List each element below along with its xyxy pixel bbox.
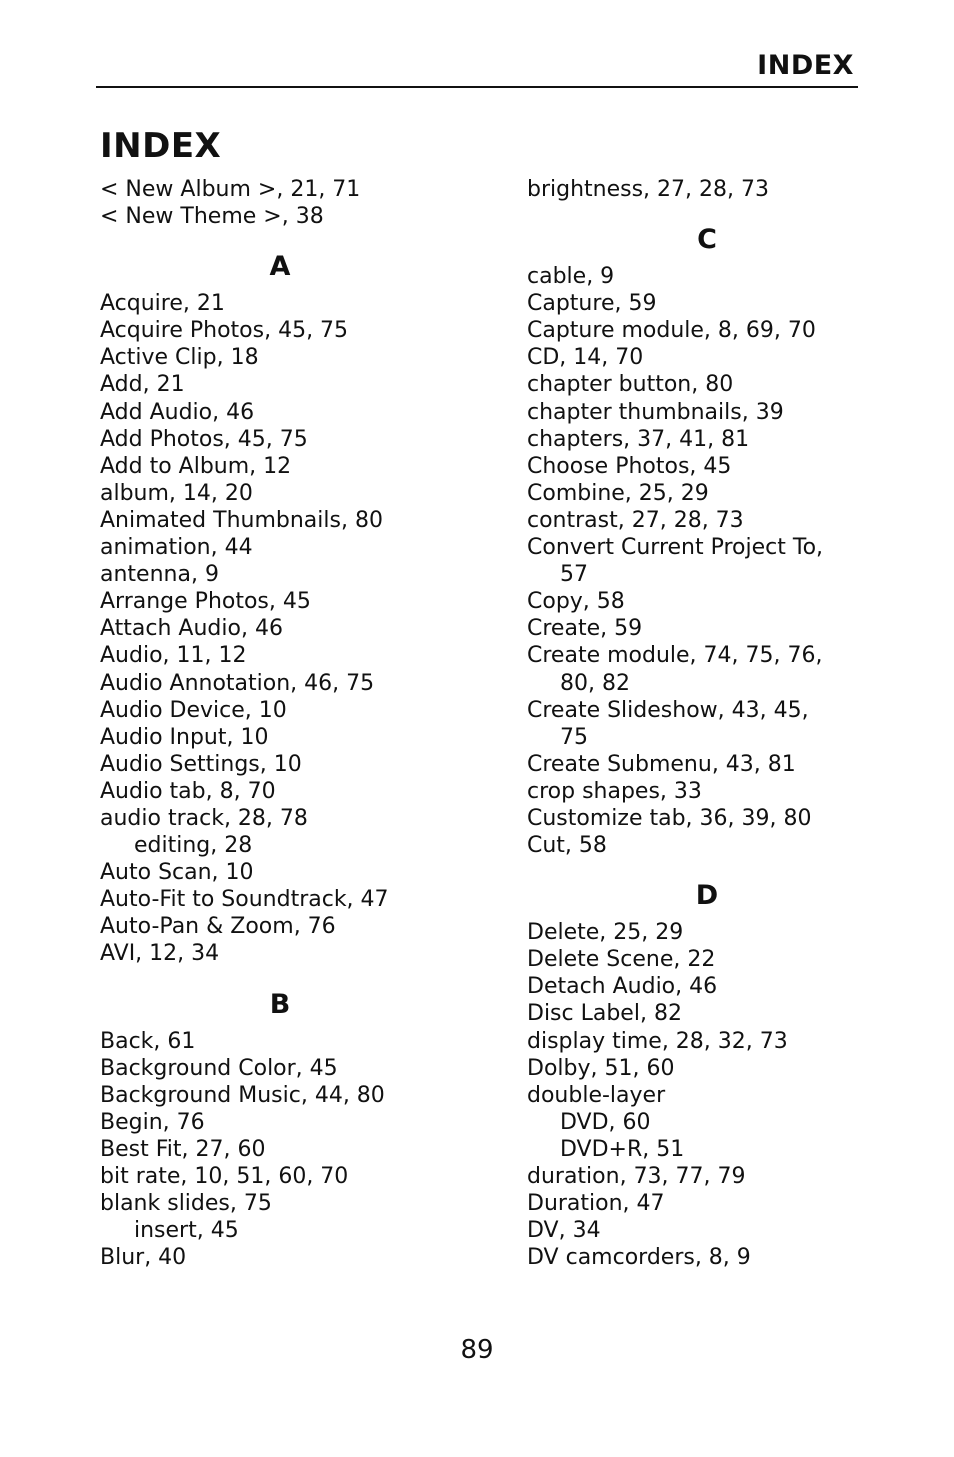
index-entry: animation, 44 [100,535,253,561]
index-entry: Add, 21 [100,372,185,398]
index-entry: Create, 59 [527,616,643,642]
index-entry: bit rate, 10, 51, 60, 70 [100,1164,349,1189]
index-entry: contrast, 27, 28, 73 [527,507,744,533]
index-entry: Audio Input, 10 [100,724,269,750]
index-entry: DV camcorders, 8, 9 [527,1245,751,1271]
index-entry: Auto-Pan & Zoom, 76 [100,914,336,940]
index-entry: audio track, 28, 78 [100,805,308,831]
header-rule [96,86,858,88]
index-entry: Add to Album, 12 [100,453,292,479]
index-entry: Copy, 58 [527,589,625,615]
index-entry: Active Clip, 18 [100,345,259,371]
index-entry: Combine, 25, 29 [527,480,709,506]
index-entry: Arrange Photos, 45 [100,589,311,615]
index-entry: cable, 9 [527,264,615,290]
index-entry: Acquire Photos, 45, 75 [100,318,349,344]
index-entry: Audio tab, 8, 70 [100,778,276,804]
page-title: INDEX [100,126,222,166]
index-letter-heading: A [269,251,291,283]
index-entry: Begin, 76 [100,1109,205,1135]
index-entry: Dolby, 51, 60 [527,1055,675,1081]
index-entry-continuation: 57 [560,562,588,588]
index-entry: crop shapes, 33 [527,778,702,804]
index-entry: Background Color, 45 [100,1055,338,1081]
index-entry: Create module, 74, 75, 76, [527,643,823,669]
index-entry: duration, 73, 77, 79 [527,1164,746,1189]
index-entry-continuation: 75 [560,724,588,750]
index-entry: Convert Current Project To, [527,535,824,561]
index-entry: Create Slideshow, 43, 45, [527,697,809,723]
index-subentry: editing, 28 [134,833,253,859]
index-entry: chapter thumbnails, 39 [527,399,784,425]
index-entry: < New Album >, 21, 71 [100,177,361,202]
index-entry: Audio Settings, 10 [100,751,302,777]
index-entry: Audio Device, 10 [100,697,287,723]
index-column-left [100,176,460,1271]
index-entry: Acquire, 21 [100,291,225,317]
index-entry: Customize tab, 36, 39, 80 [527,805,812,831]
index-entry: Animated Thumbnails, 80 [100,507,383,533]
index-column-right [527,176,887,1271]
index-entry: display time, 28, 32, 73 [527,1028,788,1054]
index-entry: Auto Scan, 10 [100,860,254,886]
index-entry: CD, 14, 70 [527,345,644,371]
index-entry: < New Theme >, 38 [100,204,324,230]
index-entry: Audio, 11, 12 [100,643,247,669]
index-entry: Choose Photos, 45 [527,453,732,479]
index-entry: Best Fit, 27, 60 [100,1136,266,1162]
index-entry-continuation: DVD+R, 51 [560,1136,685,1162]
index-entry: Background Music, 44, 80 [100,1082,385,1108]
index-entry: blank slides, 75 [100,1191,272,1217]
index-entry: Duration, 47 [527,1191,665,1217]
running-header: INDEX [757,50,854,81]
index-entry-continuation: DVD, 60 [560,1109,651,1135]
index-entry: antenna, 9 [100,562,219,588]
index-subentry: insert, 45 [134,1218,239,1244]
index-entry: Detach Audio, 46 [527,974,718,1000]
index-entry: Add Photos, 45, 75 [100,426,308,452]
index-letter-heading: D [695,880,719,912]
index-entry-continuation: 80, 82 [560,670,630,696]
index-entry: Cut, 58 [527,833,607,859]
index-entry: AVI, 12, 34 [100,941,220,967]
index-letter-heading: C [697,224,717,256]
index-entry: Delete Scene, 22 [527,947,716,973]
index-entry: Delete, 25, 29 [527,920,684,946]
index-entry: album, 14, 20 [100,480,253,506]
index-entry: Audio Annotation, 46, 75 [100,670,375,696]
index-entry: Capture, 59 [527,291,657,317]
index-entry: DV, 34 [527,1218,601,1244]
page-number: 89 [460,1335,494,1365]
index-entry: chapter button, 80 [527,372,734,398]
index-entry: chapters, 37, 41, 81 [527,426,750,452]
index-entry: Capture module, 8, 69, 70 [527,318,816,344]
index-entry: Back, 61 [100,1028,196,1054]
index-letter-heading: B [269,988,291,1020]
index-entry: Add Audio, 46 [100,399,255,425]
index-entry: Attach Audio, 46 [100,616,283,642]
index-entry: Blur, 40 [100,1245,187,1271]
index-entry: Disc Label, 82 [527,1001,682,1027]
index-entry: brightness, 27, 28, 73 [527,177,769,202]
index-entry: Create Submenu, 43, 81 [527,751,796,777]
index-entry: double-layer [527,1082,666,1108]
index-entry: Auto-Fit to Soundtrack, 47 [100,887,389,913]
